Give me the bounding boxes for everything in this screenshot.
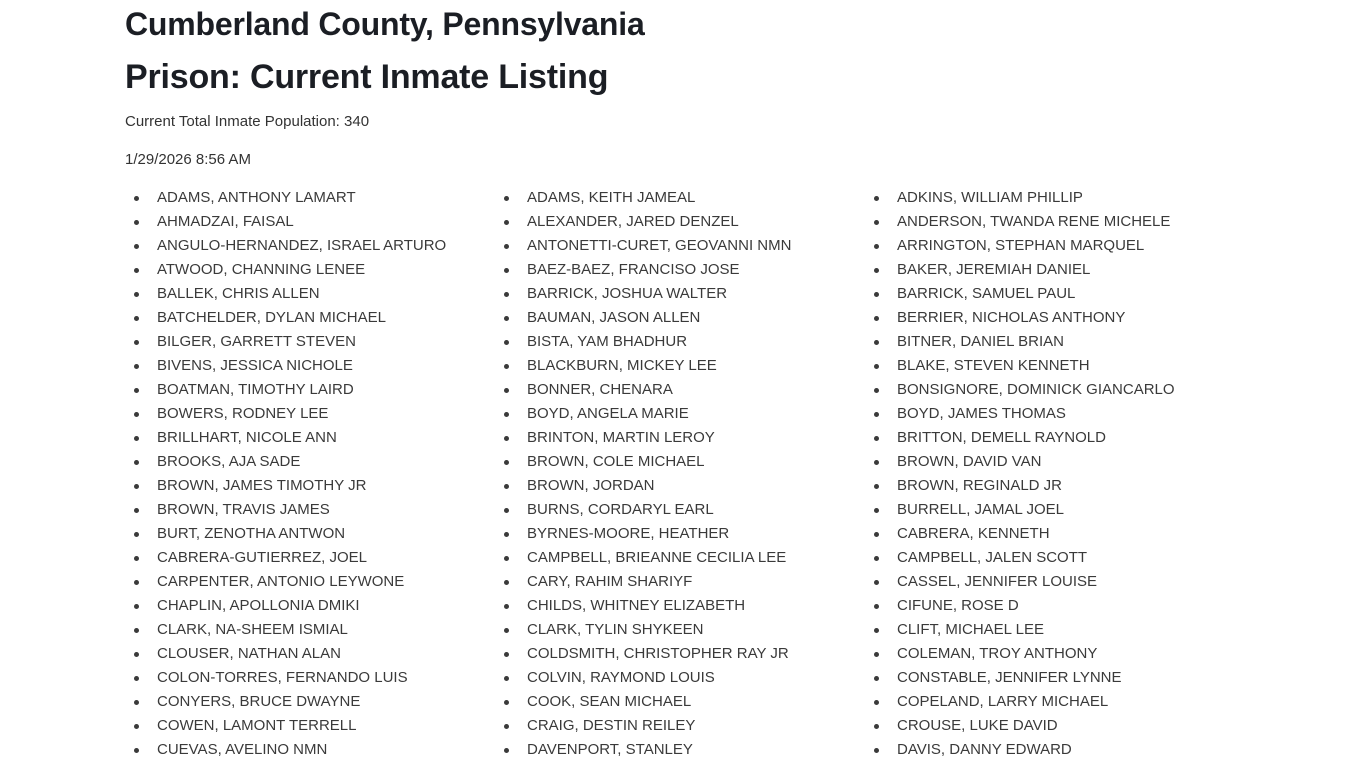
inmate-list-item: CLARK, NA-SHEEM ISMIAL [125,618,495,642]
inmate-list-item: BARRICK, SAMUEL PAUL [865,282,1235,306]
inmate-list-item: BAEZ-BAEZ, FRANCISO JOSE [495,258,865,282]
inmate-list-item: BOYD, JAMES THOMAS [865,402,1235,426]
inmate-list-item: CAMPBELL, BRIEANNE CECILIA LEE [495,546,865,570]
inmate-list-item: BONNER, CHENARA [495,378,865,402]
inmate-list-item: ATWOOD, CHANNING LENEE [125,258,495,282]
inmate-list-item: CABRERA-GUTIERREZ, JOEL [125,546,495,570]
inmate-list-item: CIFUNE, ROSE D [865,594,1235,618]
inmate-list-item: CONSTABLE, JENNIFER LYNNE [865,666,1235,690]
inmate-list-item: COLDSMITH, CHRISTOPHER RAY JR [495,642,865,666]
inmate-list-item: COOK, SEAN MICHAEL [495,690,865,714]
report-timestamp: 1/29/2026 8:56 AM [125,151,251,168]
inmate-list-item: CARY, RAHIM SHARIYF [495,570,865,594]
inmate-list-item: CUEVAS, AVELINO NMN [125,738,495,762]
inmate-list-item: CROUSE, LUKE DAVID [865,714,1235,738]
inmate-list-item: CAMPBELL, JALEN SCOTT [865,546,1235,570]
inmate-list-item: CLIFT, MICHAEL LEE [865,618,1235,642]
inmate-list-item: BOYD, ANGELA MARIE [495,402,865,426]
inmate-list-item: CRAIG, DESTIN REILEY [495,714,865,738]
inmate-list-item: BISTA, YAM BHADHUR [495,330,865,354]
inmate-list-item: CHAPLIN, APOLLONIA DMIKI [125,594,495,618]
inmate-list-item: DAVENPORT, STANLEY [495,738,865,762]
inmate-list-item: ARRINGTON, STEPHAN MARQUEL [865,234,1235,258]
inmate-list-item: CLARK, TYLIN SHYKEEN [495,618,865,642]
inmate-list-item: BIVENS, JESSICA NICHOLE [125,354,495,378]
inmate-list-item: BROWN, JAMES TIMOTHY JR [125,474,495,498]
inmate-list-item: CHILDS, WHITNEY ELIZABETH [495,594,865,618]
inmate-list-item: CARPENTER, ANTONIO LEYWONE [125,570,495,594]
inmate-list-item: ADKINS, WILLIAM PHILLIP [865,186,1235,210]
inmate-list-item: CABRERA, KENNETH [865,522,1235,546]
inmate-list-item: ANDERSON, TWANDA RENE MICHELE [865,210,1235,234]
inmate-list-item: ALEXANDER, JARED DENZEL [495,210,865,234]
inmate-list-item: BRITTON, DEMELL RAYNOLD [865,426,1235,450]
inmate-list-item: BROWN, COLE MICHAEL [495,450,865,474]
inmate-list-item: COLEMAN, TROY ANTHONY [865,642,1235,666]
inmate-list-item: COPELAND, LARRY MICHAEL [865,690,1235,714]
page-title: Prison: Current Inmate Listing [125,58,609,96]
inmate-list [125,186,1235,762]
inmate-list-item: BILGER, GARRETT STEVEN [125,330,495,354]
inmate-list-item: COWEN, LAMONT TERRELL [125,714,495,738]
inmate-list-item: BROWN, DAVID VAN [865,450,1235,474]
inmate-list-item: DAVIS, DANNY EDWARD [865,738,1235,762]
inmate-list-item: BURNS, CORDARYL EARL [495,498,865,522]
inmate-list-item: BRILLHART, NICOLE ANN [125,426,495,450]
inmate-list-item: BITNER, DANIEL BRIAN [865,330,1235,354]
inmate-list-item: BOATMAN, TIMOTHY LAIRD [125,378,495,402]
inmate-list-item: BROWN, JORDAN [495,474,865,498]
inmate-list-item: BROOKS, AJA SADE [125,450,495,474]
inmate-list-item: ANGULO-HERNANDEZ, ISRAEL ARTURO [125,234,495,258]
inmate-list-item: BLACKBURN, MICKEY LEE [495,354,865,378]
inmate-list-item: COLON-TORRES, FERNANDO LUIS [125,666,495,690]
inmate-list-item: ADAMS, ANTHONY LAMART [125,186,495,210]
inmate-list-item: BOWERS, RODNEY LEE [125,402,495,426]
inmate-list-item: COLVIN, RAYMOND LOUIS [495,666,865,690]
inmate-list-item: CASSEL, JENNIFER LOUISE [865,570,1235,594]
inmate-list-item: CLOUSER, NATHAN ALAN [125,642,495,666]
inmate-list-item: BONSIGNORE, DOMINICK GIANCARLO [865,378,1235,402]
inmate-list-item: BARRICK, JOSHUA WALTER [495,282,865,306]
inmate-list-item: ANTONETTI-CURET, GEOVANNI NMN [495,234,865,258]
inmate-list-item: BLAKE, STEVEN KENNETH [865,354,1235,378]
inmate-list-item: BERRIER, NICHOLAS ANTHONY [865,306,1235,330]
inmate-list-item: CONYERS, BRUCE DWAYNE [125,690,495,714]
inmate-list-item: BURRELL, JAMAL JOEL [865,498,1235,522]
inmate-list-item: AHMADZAI, FAISAL [125,210,495,234]
inmate-list-item: BAKER, JEREMIAH DANIEL [865,258,1235,282]
county-title: Cumberland County, Pennsylvania [125,6,645,42]
inmate-list-item: BROWN, TRAVIS JAMES [125,498,495,522]
inmate-list-item: BALLEK, CHRIS ALLEN [125,282,495,306]
inmate-list-item: BURT, ZENOTHA ANTWON [125,522,495,546]
inmate-list-item: BYRNES-MOORE, HEATHER [495,522,865,546]
total-population-text: Current Total Inmate Population: 340 [125,113,370,130]
inmate-list-item: BRINTON, MARTIN LEROY [495,426,865,450]
inmate-list-item: ADAMS, KEITH JAMEAL [495,186,865,210]
inmate-list-item: BATCHELDER, DYLAN MICHAEL [125,306,495,330]
inmate-list-item: BROWN, REGINALD JR [865,474,1235,498]
inmate-list-item: BAUMAN, JASON ALLEN [495,306,865,330]
